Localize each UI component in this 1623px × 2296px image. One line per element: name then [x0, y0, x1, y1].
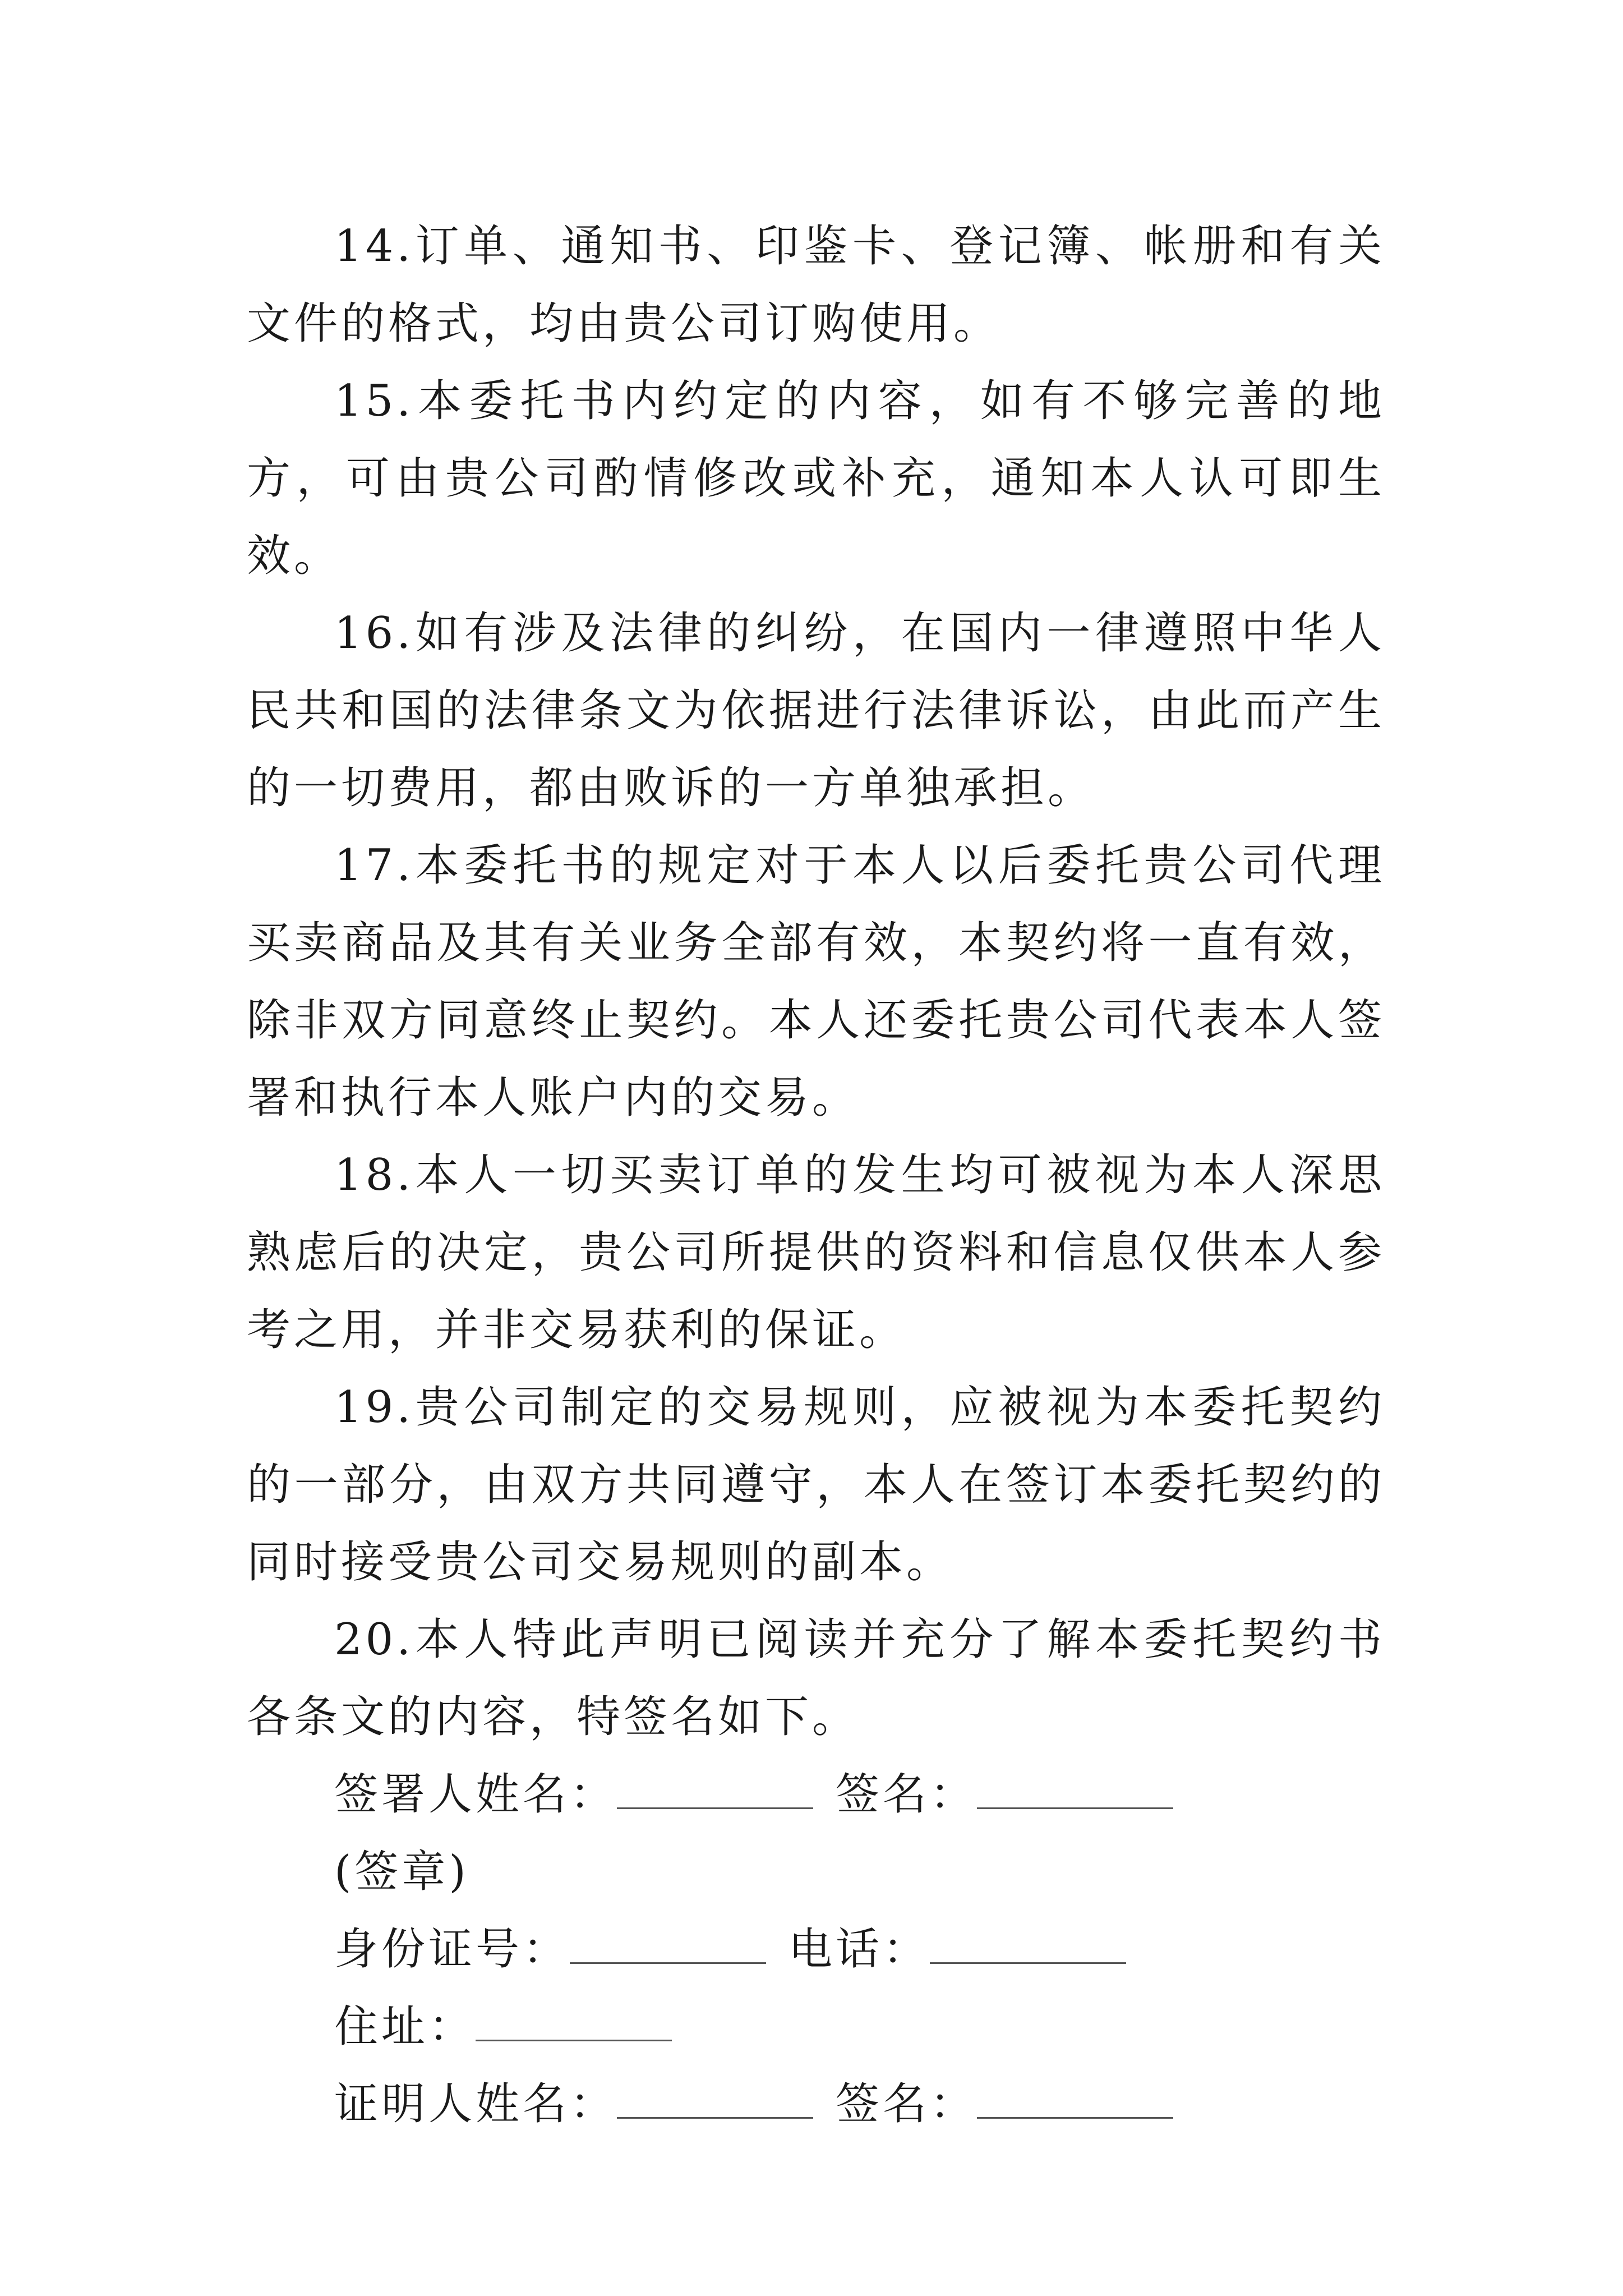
- signer-signature-blank[interactable]: [977, 1774, 1173, 1809]
- phone-blank[interactable]: [930, 1929, 1126, 1964]
- witness-name-blank[interactable]: [617, 2083, 813, 2119]
- id-blank[interactable]: [570, 1929, 766, 1964]
- clause-20: 20.本人特此声明已阅读并充分了解本委托契约书各条文的内容，特签名如下。: [247, 1614, 1385, 1742]
- signer-name-label: 签署人姓名：: [334, 1769, 617, 1820]
- witness-row: [247, 2065, 1385, 2143]
- id-phone-row: [247, 1911, 1385, 1988]
- clause-19: 19.贵公司制定的交易规则，应被视为本委托契约的一部分，由双方共同遵守，本人在签订本委托契约的同时接受贵公司交易规则的副本。: [247, 1382, 1385, 1588]
- id-label: 身份证号：: [334, 1924, 570, 1975]
- witness-name-label: 证明人姓名：: [334, 2079, 617, 2129]
- clause-16: 16.如有涉及法律的纠纷，在国内一律遵照中华人民共和国的法律条文为依据进行法律诉讼，由此而产生的一切费用，都由败诉的一方单独承担。: [247, 608, 1385, 813]
- clause-17: 17.本委托书的规定对于本人以后委托贵公司代理买卖商品及其有关业务全部有效，本契约将一直有效，除非双方同意终止契约。本人还委托贵公司代表本人签署和执行本人账户内的交易。: [247, 840, 1385, 1123]
- signer-signature-label: 签名：: [836, 1769, 978, 1820]
- clause-15: 15.本委托书内约定的内容，如有不够完善的地方，可由贵公司酌情修改或补充，通知本人认可即生效。: [247, 376, 1385, 581]
- address-label: 住址：: [334, 2001, 476, 2052]
- document-page: [247, 208, 1385, 2143]
- witness-signature-label: 签名：: [836, 2079, 978, 2129]
- clause-18: 18.本人一切买卖订单的发生均可被视为本人深思熟虑后的决定，贵公司所提供的资料和信息仅供本人参考之用，并非交易获利的保证。: [247, 1150, 1385, 1355]
- address-blank[interactable]: [476, 2006, 672, 2041]
- phone-label: 电话：: [789, 1924, 930, 1975]
- witness-signature-blank[interactable]: [977, 2083, 1173, 2119]
- address-row: [247, 1988, 1385, 2065]
- signer-name-blank[interactable]: [617, 1774, 813, 1809]
- seal-row: [247, 1833, 1385, 1911]
- clause-14: 14.订单、通知书、印鉴卡、登记簿、帐册和有关文件的格式，均由贵公司订购使用。: [247, 221, 1385, 349]
- seal-label: (签章): [334, 1847, 469, 1897]
- signer-row: [247, 1756, 1385, 1833]
